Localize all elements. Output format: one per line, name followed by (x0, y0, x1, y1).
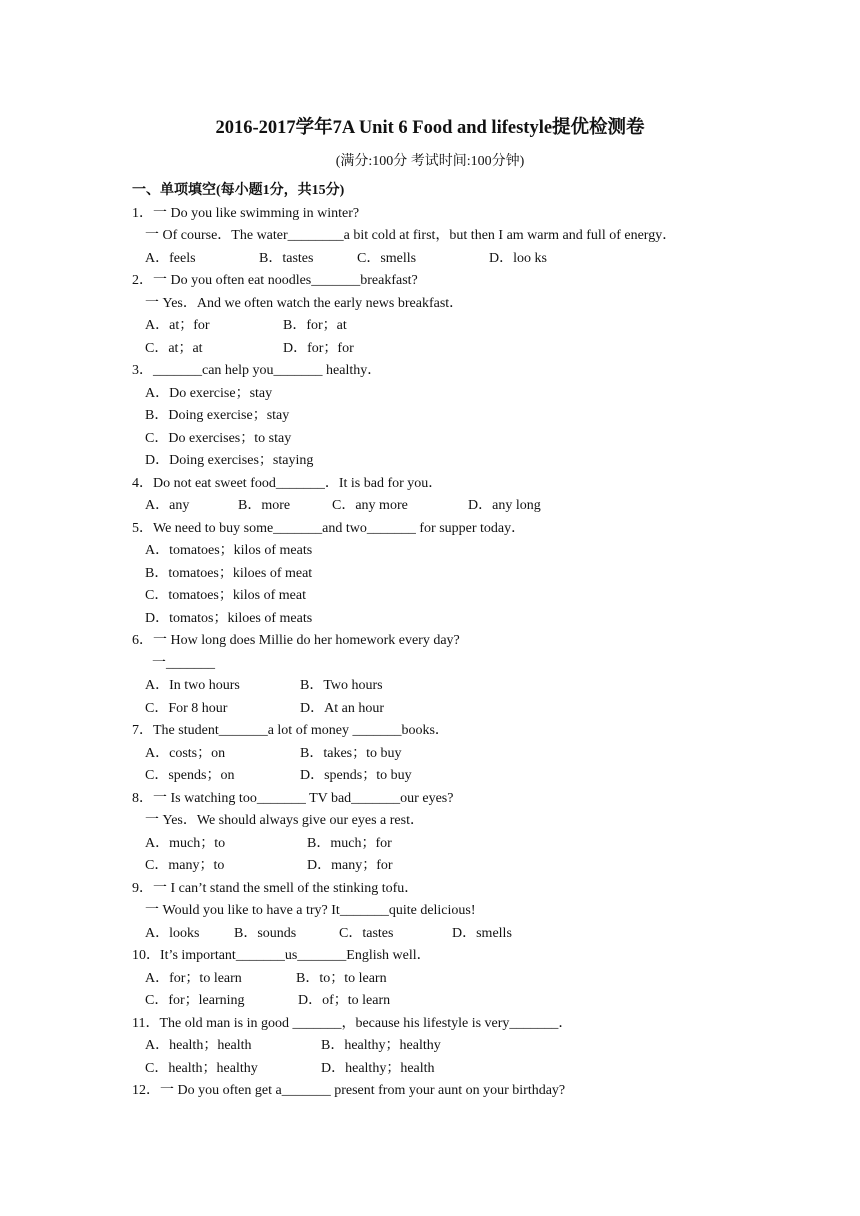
option-a: A．feels (145, 250, 196, 266)
option-b: B．tomatoes；kiloes of meat (145, 565, 313, 581)
option-b: B．takes；to buy (300, 745, 402, 761)
question-2-dialog: 一 Yes．And we often watch the early news breakfast． (145, 295, 464, 311)
question-10-stem: 10．It’s important_______us_______English well． (132, 948, 431, 963)
option-c: C．spends；on (145, 768, 235, 783)
option-d: D．smells (452, 925, 512, 941)
option-b: B．Two hours (300, 678, 383, 693)
option-d: D．tomatos；kiloes of meats (145, 610, 313, 626)
option-c: C．tastes (339, 925, 394, 941)
question-11-options-row1 (132, 1035, 772, 1058)
question-5-stem: 5．We need to buy some_______and two_______ for supper today． (132, 520, 526, 536)
question-11-options-row2 (132, 1058, 772, 1081)
question-8-stem: 8．一 Is watching too_______ TV bad_______our eyes? (132, 790, 454, 806)
question-10-options-row1 (132, 968, 772, 991)
question-6-options-row2 (132, 698, 772, 721)
option-c: C．many；to (145, 858, 225, 873)
question-3-stem: 3．_______can help you_______ healthy． (132, 363, 382, 378)
option-c: C．smells (357, 250, 417, 266)
question-8-options-row1 (132, 833, 772, 856)
option-a: A．health；health (145, 1038, 252, 1053)
option-c: C．for；learning (145, 993, 245, 1008)
question-7-options-row2 (132, 765, 772, 788)
question-8-options-row2 (132, 855, 772, 878)
option-b: B．for；at (283, 318, 347, 333)
question-2-options-row2 (132, 338, 772, 361)
question-11-stem: 11．The old man is in good _______，because his lifestyle is very_______． (132, 1015, 573, 1031)
option-c: C．Do exercises；to stay (145, 430, 292, 446)
question-2-stem: 2．一 Do you often eat noodles_______breakfast? (132, 273, 418, 288)
option-d: D．healthy；health (321, 1060, 435, 1076)
option-d: D．spends；to buy (300, 768, 412, 783)
question-2-options-row1 (132, 315, 772, 338)
section-heading: 一、单项填空(每小题1分，共15分) (132, 183, 345, 198)
option-b: B．to；to learn (296, 970, 387, 986)
question-9-options (132, 923, 772, 946)
option-c: C．at；at (145, 340, 203, 356)
option-b: B．sounds (234, 925, 297, 941)
question-7-options-row1 (132, 743, 772, 766)
option-a: A．at；for (145, 318, 210, 333)
option-a: A．looks (145, 925, 200, 941)
question-6-stem: 6．一 How long does Millie do her homework every day? (132, 633, 460, 648)
option-a: A．In two hours (145, 678, 240, 693)
option-a: A．much；to (145, 835, 226, 851)
question-6-answer-blank: 一_______ (152, 655, 215, 671)
question-9-dialog: 一 Would you like to have a try? It_______quite delicious! (145, 903, 476, 918)
option-d: D．of；to learn (298, 993, 391, 1008)
question-4-options (132, 495, 772, 518)
option-a: A．any (145, 498, 190, 513)
option-b: B．Doing exercise；stay (145, 408, 290, 423)
option-c: C．health；healthy (145, 1060, 258, 1076)
option-d: D．many；for (307, 858, 393, 873)
page-title: 2016-2017学年7A Unit 6 Food and lifestyle提优检测卷 (215, 118, 645, 138)
page-subtitle: (满分:100分 考试时间:100分钟) (335, 154, 525, 169)
option-b: B．more (238, 498, 291, 513)
option-c: C．For 8 hour (145, 700, 228, 716)
section-single-choice (132, 180, 772, 1103)
option-a: A．tomatoes；kilos of meats (145, 543, 313, 558)
option-c: C．any more (332, 498, 408, 513)
option-d: D．loo ks (489, 250, 547, 266)
option-d: D．At an hour (300, 700, 384, 716)
question-8-dialog: 一 Yes．We should always give our eyes a rest． (145, 813, 424, 828)
question-1-dialog: 一 Of course．The water________a bit cold at first，but then I am warm and full of energy． (145, 228, 677, 243)
option-c: C．tomatoes；kilos of meat (145, 588, 306, 603)
option-d: D．any long (468, 498, 541, 513)
option-a: A．for；to learn (145, 970, 242, 986)
question-6-options-row1 (132, 675, 772, 698)
option-b: B．much；for (307, 835, 392, 851)
option-a: A．Do exercise；stay (145, 385, 273, 401)
question-7-stem: 7．The student_______a lot of money _______books． (132, 723, 449, 738)
option-d: D．for；for (283, 340, 354, 356)
option-d: D．Doing exercises；staying (145, 453, 314, 468)
question-1-stem: 1．一 Do you like swimming in winter? (132, 205, 360, 221)
question-10-options-row2 (132, 990, 772, 1013)
question-12-stem: 12．一 Do you often get a_______ present from your aunt on your birthday? (132, 1083, 566, 1098)
option-b: B．healthy；healthy (321, 1038, 441, 1053)
option-b: B．tastes (259, 250, 314, 266)
option-a: A．costs；on (145, 745, 226, 761)
question-9-stem: 9．一 I can’t stand the smell of the stinking tofu． (132, 880, 419, 896)
question-1-options (132, 248, 772, 271)
question-4-stem: 4．Do not eat sweet food_______．It is bad for you． (132, 475, 443, 491)
